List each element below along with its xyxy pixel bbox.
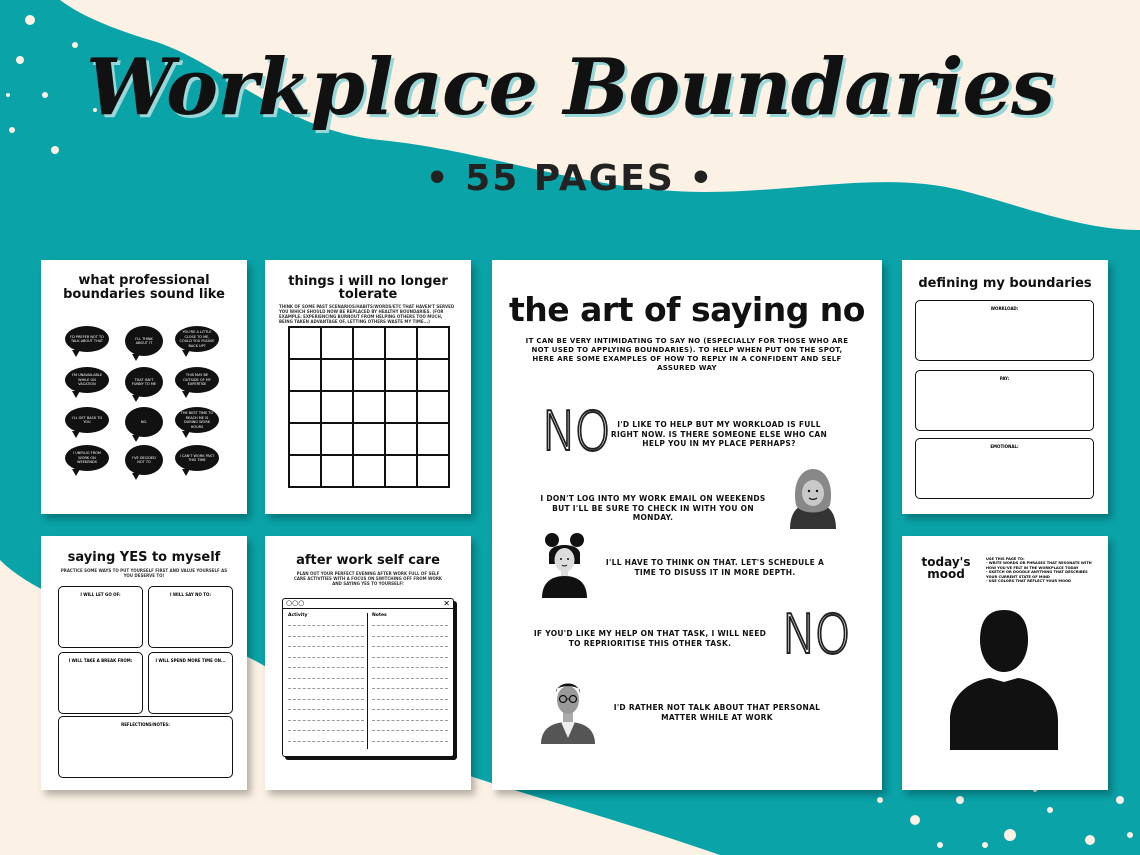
box-label: I WILL LET GO OF: <box>80 592 121 597</box>
writing-line <box>288 699 364 701</box>
no-lettering: NO <box>781 603 849 666</box>
page-instructions: PRACTICE SOME WAYS TO PUT YOURSELF FIRST AND VALUE YOURSELF AS YOU DESERVE TO! <box>60 568 228 578</box>
writing-line <box>372 720 448 722</box>
writing-line <box>288 730 364 732</box>
writing-line <box>288 657 364 659</box>
writing-line <box>372 699 448 701</box>
speech-bubble: THIS MAY BE OUTSIDE OF MY EXPERTISE <box>175 367 219 393</box>
writing-line <box>372 657 448 659</box>
writing-line <box>288 636 364 638</box>
no-lettering: NO <box>541 400 609 463</box>
notes-header: Notes <box>372 613 387 618</box>
speech-bubble: I'M UNAVAILABLE WHILE ON VACATION <box>65 367 109 393</box>
instruction-line: - USE COLORS THAT REFLECT YOUR MOOD <box>986 579 1072 584</box>
let-go-box[interactable] <box>58 586 143 648</box>
speech-bubble: I CAN'T WORK PAST THIS TIME <box>175 445 219 471</box>
pay-box[interactable] <box>915 370 1094 431</box>
speech-bubble: I UNPLUG FROM WORK ON WEEKENDS <box>65 445 109 471</box>
reply-2: I DON'T LOG INTO MY WORK EMAIL ON WEEKENDS BUT I'LL BE SURE TO CHECK IN WITH YOU ON MONDAY. <box>540 494 766 522</box>
writing-line <box>372 636 448 638</box>
writing-line <box>372 688 448 690</box>
instruction-line: - WRITE WORDS OR PHRASES THAT RESONATE WITH HOW YOU'VE FELT IN THE WORKPLACE TODAY <box>986 561 1092 570</box>
page-title: today's mood <box>921 555 971 581</box>
page-title: after work self care <box>296 553 440 568</box>
reply-4: IF YOU'D LIKE MY HELP ON THAT TASK, I WILL NEED TO REPRIORITISE THIS OTHER TASK. <box>533 629 767 648</box>
page-self-care <box>265 536 471 790</box>
writing-line <box>372 646 448 648</box>
page-instructions: THINK OF SOME PAST SCENARIOS/HABITS/WORDS/ETC THAT HAVEN'T SERVED YOU WHICH SHOULD NOW BE REPLACED BY HEALTHY BOUNDARIES. (FOR EXAMPLE: EXPERIENCING BURNOUT FROM HELPING OTHERS TOO MUCH, BEING TAKEN ADVANTAGE OF, LETTING OTHERS WASTE MY TIME...) <box>279 304 455 324</box>
page-saying-yes <box>41 536 247 790</box>
page-defining-boundaries <box>902 260 1108 514</box>
box-label: REFLECTIONS/NOTES: <box>121 722 170 727</box>
writing-line <box>288 688 364 690</box>
speech-bubble: YOU'RE A LITTLE CLOSE TO ME, COULD YOU PLEASE BACK UP? <box>175 326 219 352</box>
say-no-box[interactable] <box>148 586 233 648</box>
main-title: Workplace Boundaries <box>85 42 1055 133</box>
page-title: the art of saying no <box>509 290 865 329</box>
more-time-box[interactable] <box>148 652 233 714</box>
person-silhouette-icon <box>950 608 1058 750</box>
box-label: I WILL SAY NO TO: <box>169 592 212 597</box>
emotional-box[interactable] <box>915 438 1094 499</box>
box-label: I WILL TAKE A BREAK FROM: <box>68 658 133 663</box>
reflections-box[interactable] <box>58 716 233 778</box>
man-glasses-illustration <box>537 678 599 744</box>
speech-bubble: I'VE DECIDED NOT TO <box>125 445 163 475</box>
writing-line <box>372 678 448 680</box>
writing-line <box>288 720 364 722</box>
box-label: I WILL SPEND MORE TIME ON... <box>155 658 226 663</box>
writing-line <box>372 625 448 627</box>
speech-bubble: THAT ISN'T FUNNY TO ME <box>125 367 163 397</box>
speech-bubble: I'D PREFER NOT TO TALK ABOUT THAT <box>65 326 109 352</box>
reply-5: I'D RATHER NOT TALK ABOUT THAT PERSONAL MATTER WHILE AT WORK <box>613 703 821 722</box>
workload-box[interactable] <box>915 300 1094 361</box>
activity-header: Activity <box>288 613 308 618</box>
writing-line <box>288 678 364 680</box>
page-title: saying YES to myself <box>67 550 221 565</box>
tolerate-grid <box>288 326 450 488</box>
speech-bubble: I'LL GET BACK TO YOU <box>65 407 109 433</box>
page-instructions: PLAN OUT YOUR PERFECT EVENING AFTER WORK FULL OF SELF CARE ACTIVITIES WITH A FOCUS ON SWITCHING OFF FROM WORK AND SAYING YES TO YOURSELF! <box>293 571 443 586</box>
page-title: things i will no longer tolerate <box>288 274 448 302</box>
page-instructions <box>986 557 1096 583</box>
woman-buns-illustration <box>537 532 592 598</box>
page-art-of-saying-no <box>492 260 882 790</box>
writing-line <box>288 709 364 711</box>
writing-line <box>288 741 364 743</box>
writing-line <box>288 667 364 669</box>
page-title: what professional boundaries sound like <box>63 273 225 302</box>
window-dots-icon: ○○○ <box>286 599 305 607</box>
page-intro: IT CAN BE VERY INTIMIDATING TO SAY NO (ESPECIALLY FOR THOSE WHO ARE NOT USED TO APPLYING BOUNDARIES). TO HELP WHEN PUT ON THE SPOT, HERE ARE SOME EXAMPLES OF HOW TO REPLY IN A CONFIDENT AND SELF ASSURED WAY <box>525 337 849 372</box>
writing-line <box>372 741 448 743</box>
reply-3: I'LL HAVE TO THINK ON THAT. LET'S SCHEDULE A TIME TO DISUSS IT IN MORE DEPTH. <box>605 558 825 577</box>
break-from-box[interactable] <box>58 652 143 714</box>
writing-line <box>372 667 448 669</box>
box-label: EMOTIONAL: <box>990 444 1019 449</box>
close-icon[interactable]: ✕ <box>443 599 450 608</box>
speech-bubble: I'LL THINK ABOUT IT <box>125 326 163 356</box>
writing-line <box>372 709 448 711</box>
speech-bubble: THE BEST TIME TO REACH ME IS DURING WORK HOURS <box>175 407 219 433</box>
box-label: PAY: <box>999 376 1010 381</box>
column-divider <box>367 613 368 749</box>
speech-bubble: NO. <box>125 407 163 437</box>
instruction-line: - SKETCH OR DOODLE ANYTHING THAT DESCRIBES YOUR CURRENT STATE OF MIND <box>986 570 1088 579</box>
window-frame <box>282 598 454 757</box>
page-title: defining my boundaries <box>918 276 1092 291</box>
writing-line <box>372 730 448 732</box>
page-count: • 55 PAGES • <box>425 158 715 199</box>
page-no-longer-tolerate <box>265 260 471 514</box>
box-label: WORKLOAD: <box>990 306 1019 311</box>
writing-line <box>288 646 364 648</box>
instruction-line: USE THIS PAGE TO: <box>986 557 1025 561</box>
page-todays-mood <box>902 536 1108 790</box>
woman-hijab-illustration <box>782 465 844 529</box>
writing-line <box>288 625 364 627</box>
window-titlebar <box>283 599 453 609</box>
reply-1: I'D LIKE TO HELP BUT MY WORKLOAD IS FULL RIGHT NOW. IS THERE SOMEONE ELSE WHO CAN HELP YOU IN MY PLACE PERHAPS? <box>610 420 828 448</box>
page-professional-boundaries <box>41 260 247 514</box>
